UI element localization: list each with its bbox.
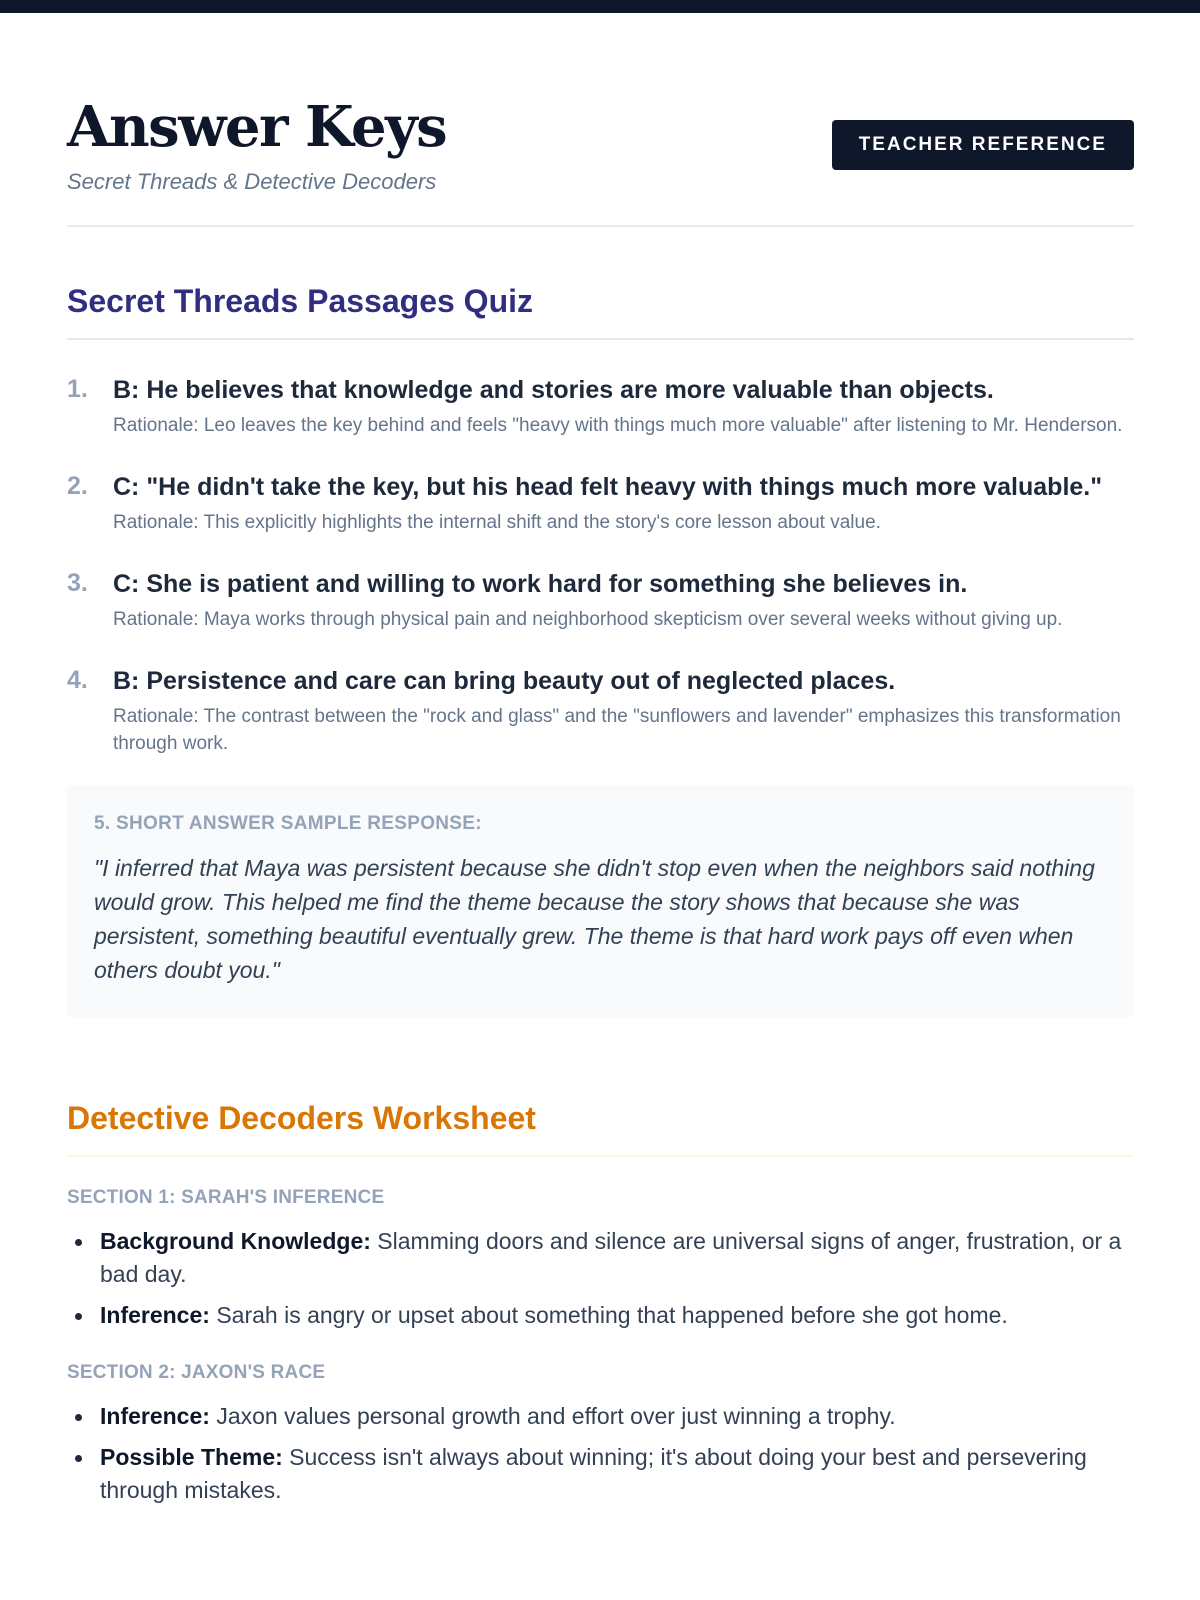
question-number: 1. — [67, 375, 88, 403]
quiz-item-2 — [67, 467, 1134, 536]
question-rationale: Rationale: Maya works through physical pain and neighborhood skepticism over several weeks without giving up. — [113, 609, 1063, 630]
question-number: 3. — [67, 569, 88, 597]
question-rationale: Rationale: The contrast between the "rock and glass" and the "sunflowers and lavender" emphasizes this transformation through work. — [113, 706, 1121, 754]
question-body — [113, 564, 1134, 633]
worksheet-section-title: Detective Decoders Worksheet — [67, 1100, 536, 1136]
quiz-answer-list — [67, 370, 1134, 757]
list-item — [67, 1299, 1134, 1332]
question-number: 4. — [67, 666, 88, 694]
worksheet-section-1-heading: SECTION 1: SARAH'S INFERENCE — [67, 1187, 385, 1208]
worksheet-section-2-list — [67, 1400, 1134, 1507]
short-answer-box — [67, 785, 1134, 1017]
item-label: Inference: — [100, 1302, 210, 1328]
quiz-item-3 — [67, 564, 1134, 633]
bullet-dot — [75, 1455, 82, 1462]
page-subtitle: Secret Threads & Detective Decoders — [67, 169, 437, 194]
item-text: Sarah is angry or upset about something that happened before she got home. — [209, 1302, 1008, 1328]
quiz-section-title: Secret Threads Passages Quiz — [67, 283, 533, 319]
list-item — [67, 1225, 1134, 1291]
item-label: Possible Theme: — [100, 1444, 283, 1470]
question-body — [113, 661, 1134, 757]
bullet-dot — [75, 1313, 82, 1320]
question-body — [113, 467, 1134, 536]
question-rationale: Rationale: This explicitly highlights the internal shift and the story's core lesson about value. — [113, 512, 881, 533]
short-answer-sample: "I inferred that Maya was persistent because she didn't stop even when the neighbors said nothing would grow. This helped me find the theme because the story shows that because she was persistent, something beautiful eventually grew. The theme is that hard work pays off even when others doubt you." — [94, 855, 1095, 983]
item-label: Inference: — [100, 1403, 210, 1429]
title-block — [67, 91, 446, 195]
item-text: Slamming doors and silence are universal signs of anger, frustration, or a bad day. — [100, 1228, 1122, 1287]
short-answer-label: 5. SHORT ANSWER SAMPLE RESPONSE: — [94, 813, 482, 834]
header-divider — [67, 225, 1134, 227]
page-title: Answer Keys — [67, 94, 447, 160]
item-text: Success isn't always about winning; it's about doing your best and persevering through mistakes. — [100, 1444, 1087, 1503]
item-label: Background Knowledge: — [100, 1228, 371, 1254]
bullet-dot — [75, 1414, 82, 1421]
worksheet-section-2-heading: SECTION 2: JAXON'S RACE — [67, 1362, 326, 1383]
question-rationale: Rationale: Leo leaves the key behind and feels "heavy with things much more valuable" after listening to Mr. Henderson. — [113, 415, 1123, 436]
question-answer: C: She is patient and willing to work hard for something she believes in. — [113, 570, 968, 598]
list-item — [67, 1441, 1134, 1507]
bullet-dot — [75, 1239, 82, 1246]
answer-key-page — [0, 13, 1200, 1507]
top-bar — [0, 0, 1200, 13]
teacher-reference-badge: TEACHER REFERENCE — [832, 120, 1134, 170]
quiz-section-rule — [67, 338, 1134, 340]
item-text: Jaxon values personal growth and effort over just winning a trophy. — [209, 1403, 896, 1429]
question-body — [113, 370, 1134, 439]
list-item — [67, 1400, 1134, 1433]
worksheet-section-rule — [67, 1155, 1134, 1157]
quiz-item-1 — [67, 370, 1134, 439]
question-answer: C: "He didn't take the key, but his head felt heavy with things much more valuable." — [113, 473, 1103, 501]
quiz-item-4 — [67, 661, 1134, 757]
page-header — [67, 13, 1134, 195]
question-answer: B: He believes that knowledge and stories are more valuable than objects. — [113, 376, 994, 404]
worksheet-section-1-list — [67, 1225, 1134, 1332]
question-number: 2. — [67, 472, 88, 500]
question-answer: B: Persistence and care can bring beauty out of neglected places. — [113, 667, 896, 695]
